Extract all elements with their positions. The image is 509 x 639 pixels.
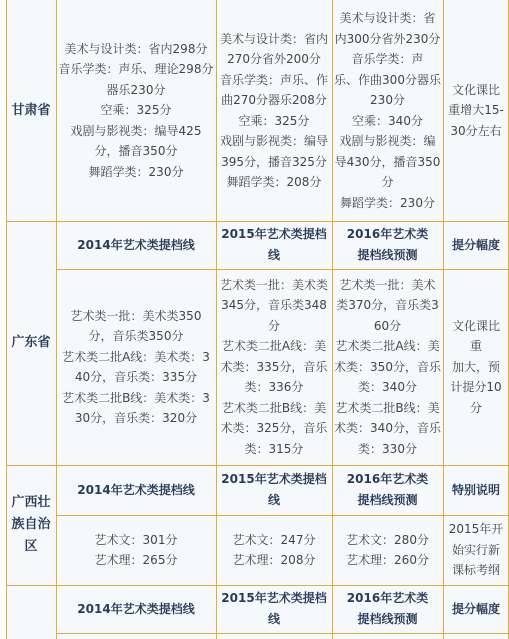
header-text: 2015年艺术类提档 xyxy=(221,227,327,241)
note-line: 始实行新 xyxy=(451,542,500,557)
grid-line xyxy=(56,515,509,516)
header-note xyxy=(443,465,509,515)
grid-line xyxy=(332,0,333,639)
score-line: 音乐学类：声乐、作 xyxy=(219,72,328,87)
guangdong-2016-scores xyxy=(332,269,443,465)
province-name: 广西壮 xyxy=(11,495,51,510)
score-line: 空乘：325分 xyxy=(238,113,310,128)
province-cell-next xyxy=(6,585,56,639)
header-text: 2015年艺术类提档 xyxy=(221,472,327,486)
guangdong-2014-scores xyxy=(56,269,216,465)
grid-line xyxy=(6,585,509,586)
score-line: 艺术文：247分 xyxy=(232,532,316,547)
header-text: 提档线预测 xyxy=(357,612,418,626)
score-line: 艺术类一批：美术 xyxy=(339,277,436,292)
note-line: 分 xyxy=(469,400,482,415)
score-line: 345分，音乐类348 xyxy=(221,298,327,313)
score-line: 60分 xyxy=(373,318,402,333)
province-name: 广东省 xyxy=(11,335,51,350)
score-line: 类：336分 xyxy=(244,380,304,395)
gansu-2014-scores xyxy=(56,0,216,221)
header-note xyxy=(443,585,509,633)
note-line: 文化课比 xyxy=(451,82,500,97)
score-line: 乐、作曲300分器乐 xyxy=(334,72,441,87)
score-line: 类370分，音乐类3 xyxy=(336,298,439,313)
score-line: 40分，音乐类：335分 xyxy=(74,370,198,384)
guangxi-2014-scores xyxy=(56,515,216,585)
score-line: 美术与设计类：省 xyxy=(339,11,436,25)
header-text: 2016年艺术类 xyxy=(346,472,429,486)
score-line: 艺术类二批A线：美 xyxy=(335,339,440,354)
score-line: 艺术文：280分 xyxy=(346,532,429,547)
header-2015 xyxy=(216,221,332,269)
header-text: 2015年艺术类提档 xyxy=(221,591,327,605)
header-text: 2014年艺术类提档线 xyxy=(77,237,195,252)
score-line: 空乘：340分 xyxy=(352,113,423,128)
note-line: 重 xyxy=(469,339,482,354)
score-line: 艺术类二批B线：美 xyxy=(221,400,327,415)
guangxi-note xyxy=(443,515,509,585)
score-line: 术类：340分，音乐 xyxy=(334,421,441,436)
score-line: 艺术理：260分 xyxy=(346,553,429,567)
score-line: 舞蹈学类：230分 xyxy=(88,164,184,179)
grid-line xyxy=(56,269,509,270)
score-line: 空乘：325分 xyxy=(100,103,172,118)
grid-line xyxy=(56,0,57,639)
gansu-note xyxy=(443,0,509,221)
score-line: 曲270分器乐208分 xyxy=(221,93,327,107)
score-line: 分，音乐类350分 xyxy=(88,329,184,343)
province-cell-guangxi xyxy=(6,465,56,585)
score-line: 术类：325分，音乐 xyxy=(220,421,328,436)
header-2015 xyxy=(216,465,332,515)
score-line: 分，播音350分 xyxy=(94,144,178,159)
note-line: 课标考纲 xyxy=(451,563,500,578)
score-line: 艺术理：265分 xyxy=(94,553,178,567)
score-line: 戏剧与影视类：编导 xyxy=(219,134,328,148)
header-text: 提分幅度 xyxy=(451,237,500,252)
province-cell-gansu xyxy=(6,0,56,221)
score-line: 30分，音乐类：320分 xyxy=(74,411,198,425)
score-line: 艺术文：301分 xyxy=(94,532,178,547)
score-line: 类：330分 xyxy=(358,441,417,456)
guangxi-2015-scores xyxy=(216,515,332,585)
score-line: 术类：350分，音乐 xyxy=(334,359,441,374)
header-text: 提档线预测 xyxy=(357,493,418,507)
score-line: 舞蹈学类：230分 xyxy=(340,195,435,210)
gansu-2015-scores xyxy=(216,0,332,221)
header-text: 线 xyxy=(267,493,280,507)
gansu-2016-scores xyxy=(332,0,443,221)
header-text: 特别说明 xyxy=(451,482,500,497)
header-2014 xyxy=(56,585,216,633)
score-line: 舞蹈学类：208分 xyxy=(226,175,322,189)
note-line: 2015年开 xyxy=(448,522,504,537)
score-line: 395分，播音325分 xyxy=(221,154,327,169)
guangdong-2015-scores xyxy=(216,269,332,465)
score-line: 分 xyxy=(267,318,280,333)
score-line: 类：340分 xyxy=(358,380,417,395)
note-line: 加大，预 xyxy=(451,359,500,374)
header-2016 xyxy=(332,221,443,269)
header-note xyxy=(443,221,509,269)
province-name: 区 xyxy=(24,539,38,554)
score-line: 艺术理：208分 xyxy=(232,553,316,567)
header-2014 xyxy=(56,465,216,515)
header-2014 xyxy=(56,221,216,269)
score-line: 艺术类二批A线：美 xyxy=(221,339,327,354)
province-cell-guangdong xyxy=(6,221,56,465)
header-text: 提档线预测 xyxy=(357,248,418,262)
score-line: 270分省外200分 xyxy=(227,52,321,66)
score-line: 230分 xyxy=(370,93,405,107)
grid-line xyxy=(6,0,7,639)
score-line: 艺术类一批：美术类 xyxy=(219,277,328,292)
province-name: 族自治 xyxy=(11,517,51,532)
header-2016 xyxy=(332,585,443,633)
header-text: 提分幅度 xyxy=(451,601,500,616)
guangxi-2016-scores xyxy=(332,515,443,585)
score-line: 美术与设计类：省内 xyxy=(219,31,328,46)
header-text: 2016年艺术类 xyxy=(346,591,429,605)
note-line: 文化课比 xyxy=(451,318,500,333)
header-text: 2014年艺术类提档线 xyxy=(77,482,195,497)
score-line: 美术与设计类：省内298分 xyxy=(64,41,208,56)
score-line: 艺术类二批B线：美术类：3 xyxy=(62,390,210,405)
grid-line xyxy=(6,221,509,222)
grid-line xyxy=(56,633,509,634)
header-text: 线 xyxy=(267,612,280,626)
grid-line xyxy=(6,465,509,466)
score-line: 音乐学类：声乐、理论298分 xyxy=(58,62,214,77)
grid-line xyxy=(216,0,217,639)
note-line: 计提分10 xyxy=(450,380,502,395)
score-line: 导430分，播音350 xyxy=(334,154,441,169)
score-line: 戏剧与影视类：编导425 xyxy=(70,123,202,138)
header-text: 线 xyxy=(267,248,280,262)
guangdong-note xyxy=(443,269,509,465)
score-line: 音乐学类：声 xyxy=(351,52,424,66)
header-2016 xyxy=(332,465,443,515)
header-2015 xyxy=(216,585,332,633)
score-line: 艺术类二批B线：美 xyxy=(335,400,440,415)
score-line: 戏剧与影视类：编 xyxy=(339,134,436,148)
province-name: 甘肃省 xyxy=(11,102,51,118)
score-line: 类：315分 xyxy=(244,441,304,456)
header-text: 2014年艺术类提档线 xyxy=(77,601,195,616)
score-line: 内300分省外230分 xyxy=(334,31,441,46)
score-line: 艺术类二批A线：美术类：3 xyxy=(62,349,210,364)
note-line: 重增大15- xyxy=(448,103,504,118)
score-line: 分 xyxy=(381,175,394,189)
score-line: 术类：335分，音乐 xyxy=(220,359,328,374)
grid-line xyxy=(443,0,444,639)
header-text: 2016年艺术类 xyxy=(346,227,429,241)
score-line: 器乐230分 xyxy=(106,82,166,97)
score-line: 艺术类一批：美术类350 xyxy=(70,308,202,323)
note-line: 30分左右 xyxy=(450,123,502,138)
